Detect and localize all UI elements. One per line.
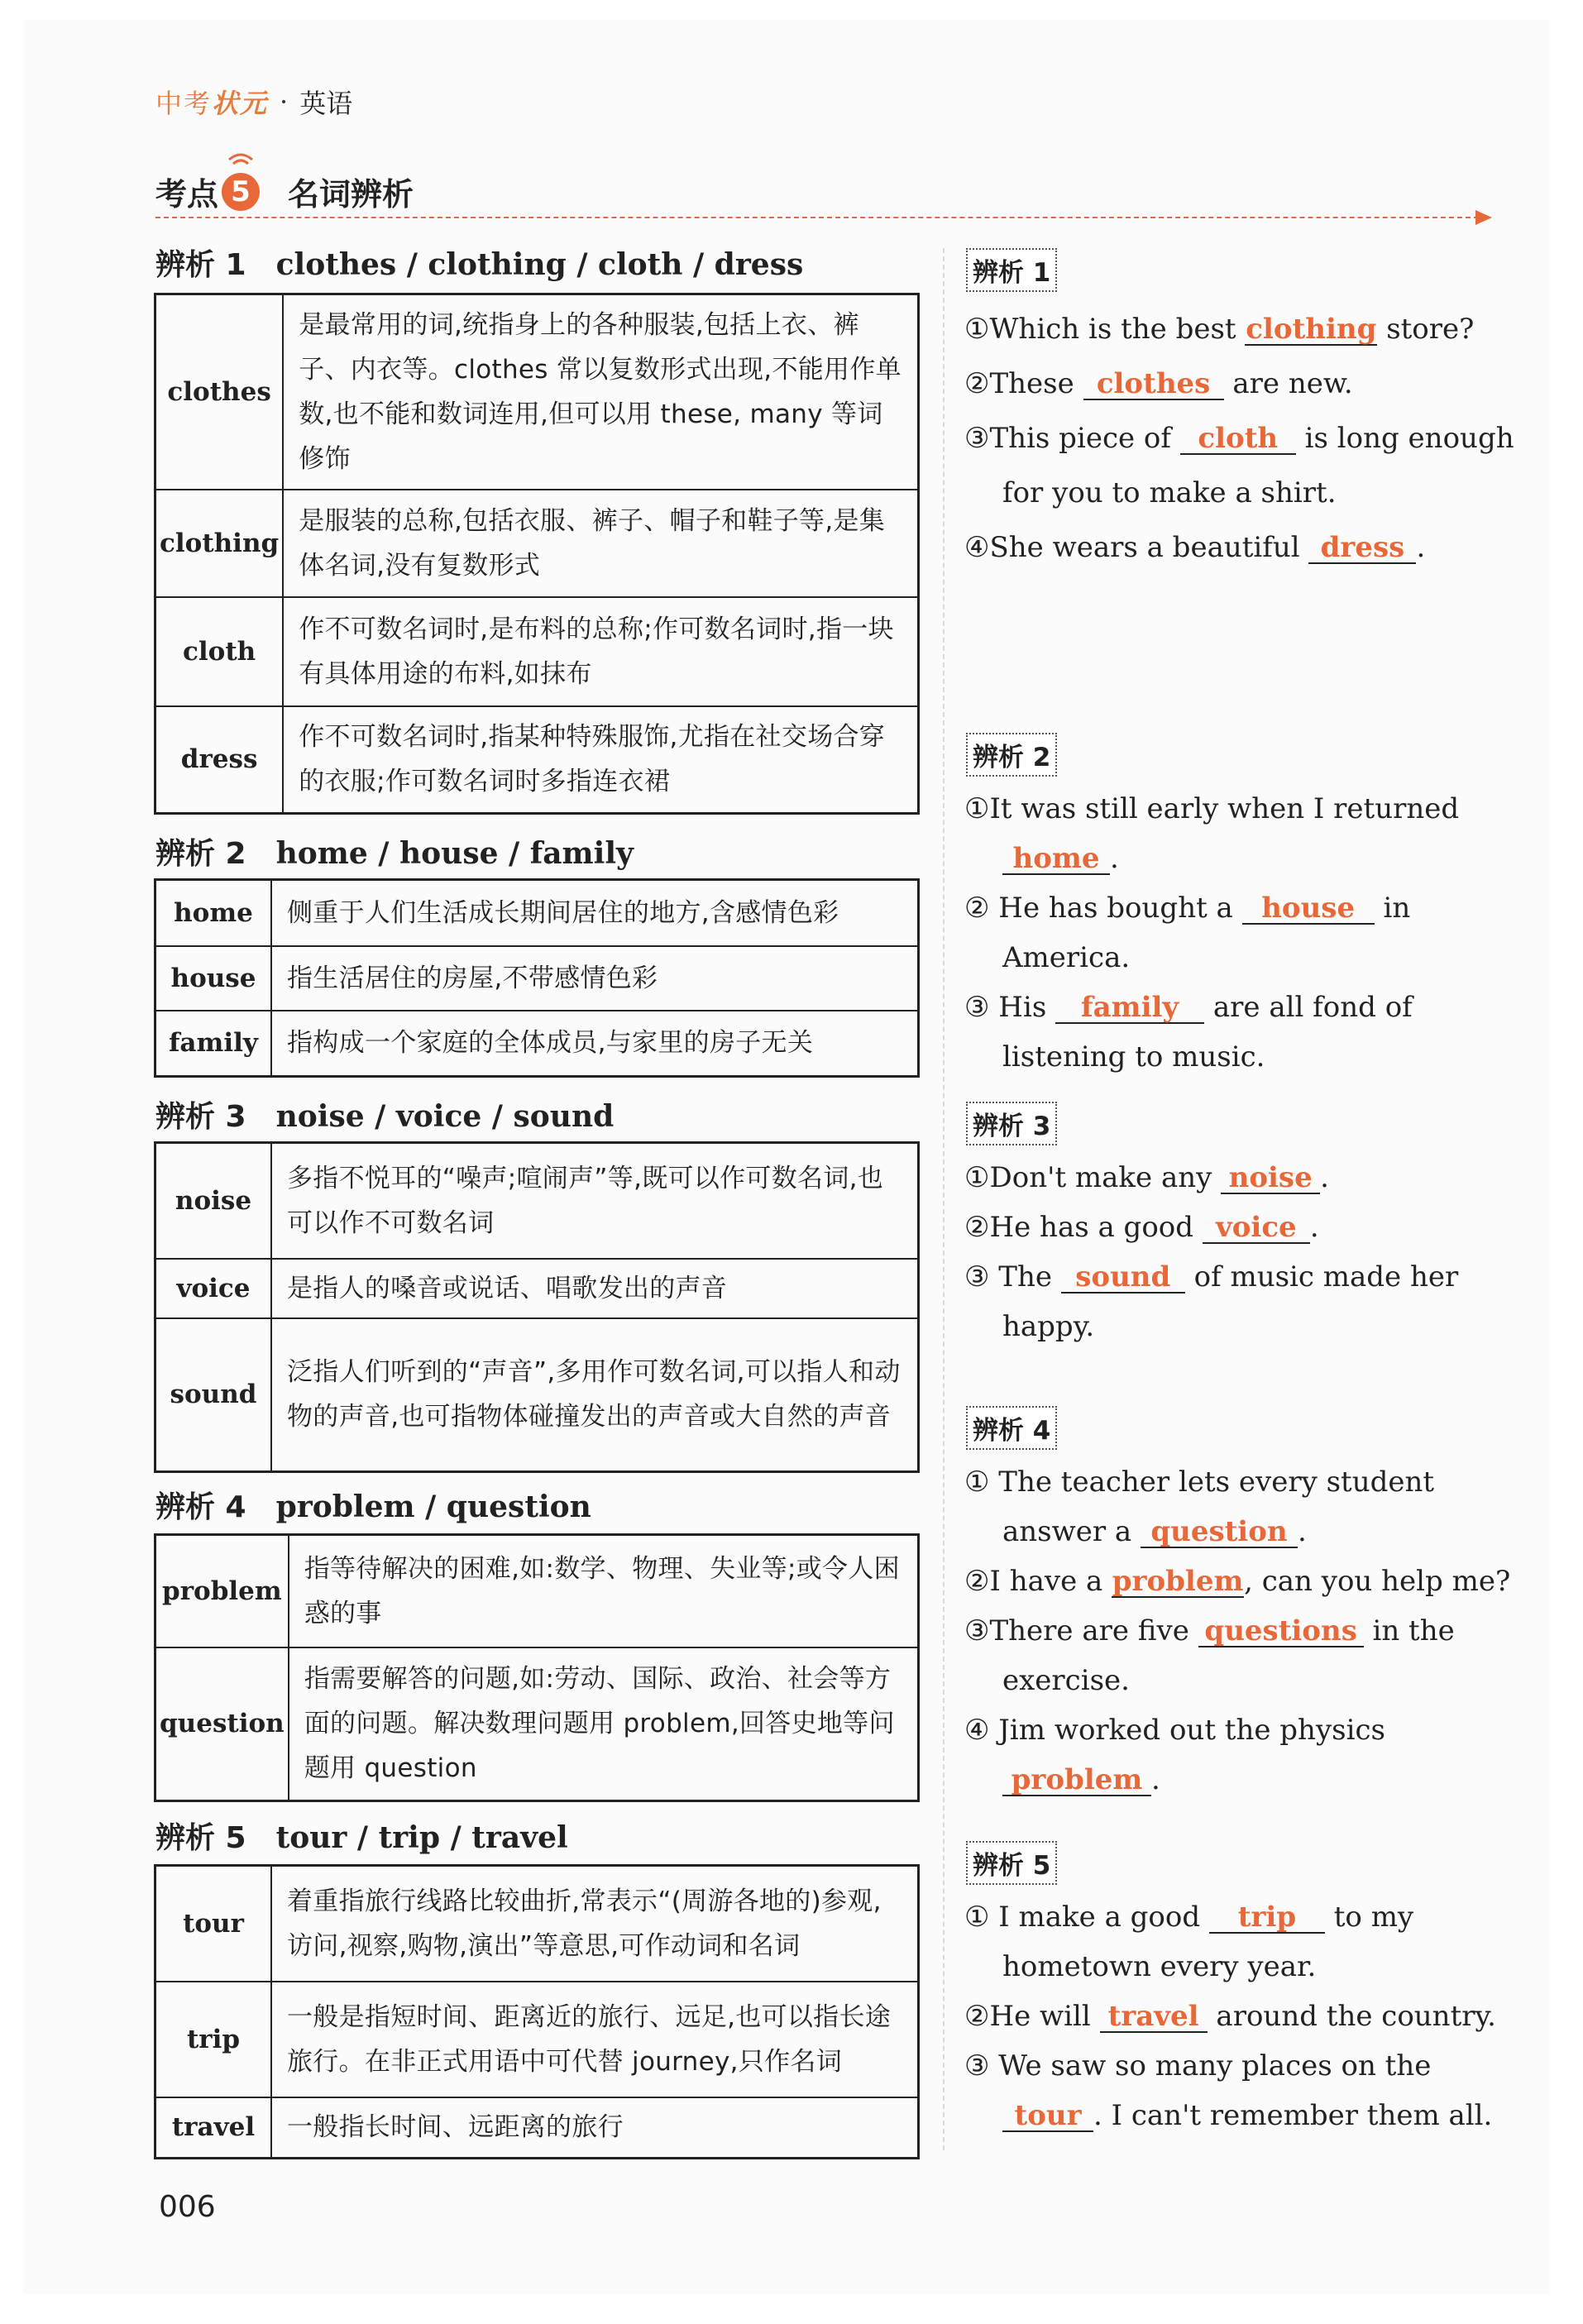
brand-logo: 中考状元	[155, 88, 269, 119]
exercise-line: ①It was still early when I returned	[964, 792, 1460, 825]
desc-cell: 一般是指短时间、距离近的旅行、远足,也可以指长途旅行。在非正式用语中可代替 journey,只作名词	[271, 1982, 919, 2097]
answer-blank: clothing	[1246, 313, 1377, 346]
table-row	[155, 1866, 919, 1982]
table-row	[155, 2097, 919, 2159]
exercise-line: ②I have a problem, can you help me?	[964, 1565, 1511, 1598]
table-row	[155, 880, 919, 946]
exercise-line: ③This piece of cloth is long enough	[964, 422, 1514, 455]
exercise-line: happy.	[1002, 1310, 1095, 1343]
desc-cell: 是服装的总称,包括衣服、裤子、帽子和鞋子等,是集体名词,没有复数形式	[283, 490, 918, 597]
table-row	[155, 1647, 919, 1801]
comparison-table-2	[154, 878, 920, 1078]
exercise-line: ④She wears a beautiful dress .	[964, 531, 1426, 564]
running-header	[155, 83, 352, 121]
group-heading-5: 辨析 5 tour / trip / travel	[155, 1820, 568, 1855]
group-heading-2: 辨析 2 home / house / family	[155, 836, 634, 871]
column-divider	[943, 248, 945, 2150]
term-cell: cloth	[155, 597, 284, 706]
exercise-line: ③ His family are all fond of	[964, 991, 1413, 1024]
exercise-line: ③There are five questions in the	[964, 1614, 1455, 1647]
exercise-tag-1: 辨析 1	[966, 248, 1057, 292]
desc-cell: 作不可数名词时,指某种特殊服饰,尤指在社交场合穿的衣服;作可数名词时多指连衣裙	[283, 706, 918, 814]
table-row	[155, 946, 919, 1011]
exercise-line: ① The teacher lets every student	[964, 1466, 1435, 1499]
answer-blank: problem	[1112, 1565, 1244, 1598]
exercise-tag-5: 辨析 5	[966, 1841, 1057, 1885]
table-row	[155, 490, 919, 597]
desc-cell: 指构成一个家庭的全体成员,与家里的房子无关	[271, 1011, 919, 1077]
comparison-table-3	[154, 1141, 920, 1473]
exercise-line: tour . I can't remember them all.	[1002, 2099, 1548, 2132]
desc-cell: 是最常用的词,统指身上的各种服装,包括上衣、裤子、内衣等。clothes 常以复数形式出现,不能用作单数,也不能和数词连用,但可以用 these, many 等词修饰	[283, 294, 918, 490]
term-cell: sound	[155, 1318, 272, 1472]
term-cell: dress	[155, 706, 284, 814]
signal-icon	[227, 148, 255, 170]
exercise-tag-3: 辨析 3	[966, 1102, 1057, 1145]
answer-blank: cloth	[1180, 423, 1296, 455]
answer-blank: sound	[1061, 1262, 1185, 1294]
answer-blank: home	[1002, 844, 1110, 875]
comparison-table-4	[154, 1533, 920, 1802]
term-cell: clothes	[155, 294, 284, 490]
table-row	[155, 706, 919, 814]
answer-blank: question	[1141, 1517, 1298, 1548]
term-cell: problem	[155, 1535, 289, 1647]
exercise-line: ③ We saw so many places on the	[964, 2049, 1432, 2083]
exercise-tag-2: 辨析 2	[966, 733, 1057, 777]
exercise-line: ②He will travel around the country.	[964, 2000, 1496, 2033]
term-cell: home	[155, 880, 272, 946]
table-row	[155, 1011, 919, 1077]
section-title	[155, 169, 414, 214]
exercise-line: answer a question .	[1002, 1515, 1307, 1548]
term-cell: question	[155, 1647, 289, 1801]
answer-blank: family	[1055, 992, 1204, 1024]
desc-cell: 指生活居住的房屋,不带感情色彩	[271, 946, 919, 1011]
exercise-line: exercise.	[1002, 1664, 1130, 1697]
desc-cell: 泛指人们听到的“声音”,多用作可数名词,可以指人和动物的声音,也可指物体碰撞发出的声音或大自然的声音	[271, 1318, 919, 1472]
page-number: 006	[159, 2190, 216, 2224]
desc-cell: 作不可数名词时,是布料的总称;作可数名词时,指一块有具体用途的布料,如抹布	[283, 597, 918, 706]
subject-label: 英语	[299, 88, 353, 119]
desc-cell: 指等待解决的困难,如:数学、物理、失业等;或令人困惑的事	[289, 1535, 919, 1647]
group-heading-4: 辨析 4 problem / question	[155, 1490, 591, 1524]
section-number-badge: 5	[222, 173, 260, 211]
answer-blank: voice	[1203, 1212, 1310, 1244]
desc-cell: 一般指长时间、远距离的旅行	[271, 2097, 919, 2159]
answer-blank: house	[1242, 893, 1375, 925]
answer-blank: travel	[1100, 2001, 1208, 2033]
exercise-line: ②These clothes are new.	[964, 367, 1353, 400]
exercise-tag-4: 辨析 4	[966, 1406, 1057, 1450]
group-heading-3: 辨析 3 noise / voice / sound	[155, 1099, 615, 1134]
answer-blank: clothes	[1083, 369, 1224, 400]
table-row	[155, 1259, 919, 1318]
desc-cell: 着重指旅行线路比较曲折,常表示“(周游各地的)参观,访问,视察,购物,演出”等意思,可作动词和名词	[271, 1866, 919, 1982]
desc-cell: 多指不悦耳的“噪声;喧闹声”等,既可以作可数名词,也可以作不可数名词	[271, 1143, 919, 1259]
section-prefix: 考点	[155, 176, 219, 213]
answer-blank: problem	[1002, 1765, 1151, 1796]
section-name: 名词辨析	[288, 176, 414, 213]
arrow-right-icon	[1475, 210, 1492, 225]
term-cell: trip	[155, 1982, 272, 2097]
group-heading-1: 辨析 1 clothes / clothing / cloth / dress	[155, 247, 804, 282]
comparison-table-1	[154, 293, 920, 815]
table-row	[155, 1143, 919, 1259]
comparison-table-5	[154, 1864, 920, 2159]
exercise-line: problem .	[1002, 1763, 1548, 1796]
term-cell: family	[155, 1011, 272, 1077]
exercise-line: ①Which is the best clothing store?	[964, 313, 1475, 346]
term-cell: clothing	[155, 490, 284, 597]
exercise-line: for you to make a shirt.	[1002, 476, 1337, 509]
desc-cell: 是指人的嗓音或说话、唱歌发出的声音	[271, 1259, 919, 1318]
desc-cell: 指需要解答的问题,如:劳动、国际、政治、社会等方面的问题。解决数理问题用 problem,回答史地等问题用 question	[289, 1647, 919, 1801]
answer-blank: noise	[1221, 1163, 1320, 1194]
term-cell: travel	[155, 2097, 272, 2159]
answer-blank: tour	[1002, 2101, 1093, 2132]
term-cell: voice	[155, 1259, 272, 1318]
exercise-line: ①Don't make any noise .	[964, 1161, 1329, 1194]
table-row	[155, 1982, 919, 2097]
exercise-line: America.	[1002, 941, 1131, 974]
exercise-line: ④ Jim worked out the physics	[964, 1714, 1385, 1747]
table-row	[155, 597, 919, 706]
answer-blank: trip	[1209, 1902, 1325, 1934]
exercise-line: listening to music.	[1002, 1040, 1265, 1074]
exercise-line: ③ The sound of music made her	[964, 1260, 1459, 1294]
answer-blank: questions	[1198, 1616, 1364, 1647]
table-row	[155, 1318, 919, 1472]
exercise-line: hometown every year.	[1002, 1950, 1317, 1983]
desc-cell: 侧重于人们生活成长期间居住的地方,含感情色彩	[271, 880, 919, 946]
table-row	[155, 1535, 919, 1647]
term-cell: noise	[155, 1143, 272, 1259]
answer-blank: dress	[1308, 533, 1416, 564]
section-divider	[155, 217, 1479, 218]
table-row	[155, 294, 919, 490]
exercise-line: ②He has a good voice .	[964, 1211, 1319, 1244]
exercise-line: home .	[1002, 842, 1548, 875]
exercise-line: ② He has bought a house in	[964, 892, 1411, 925]
term-cell: house	[155, 946, 272, 1011]
term-cell: tour	[155, 1866, 272, 1982]
header-dot: ·	[280, 86, 289, 117]
exercise-line: ① I make a good trip to my	[964, 1901, 1414, 1934]
